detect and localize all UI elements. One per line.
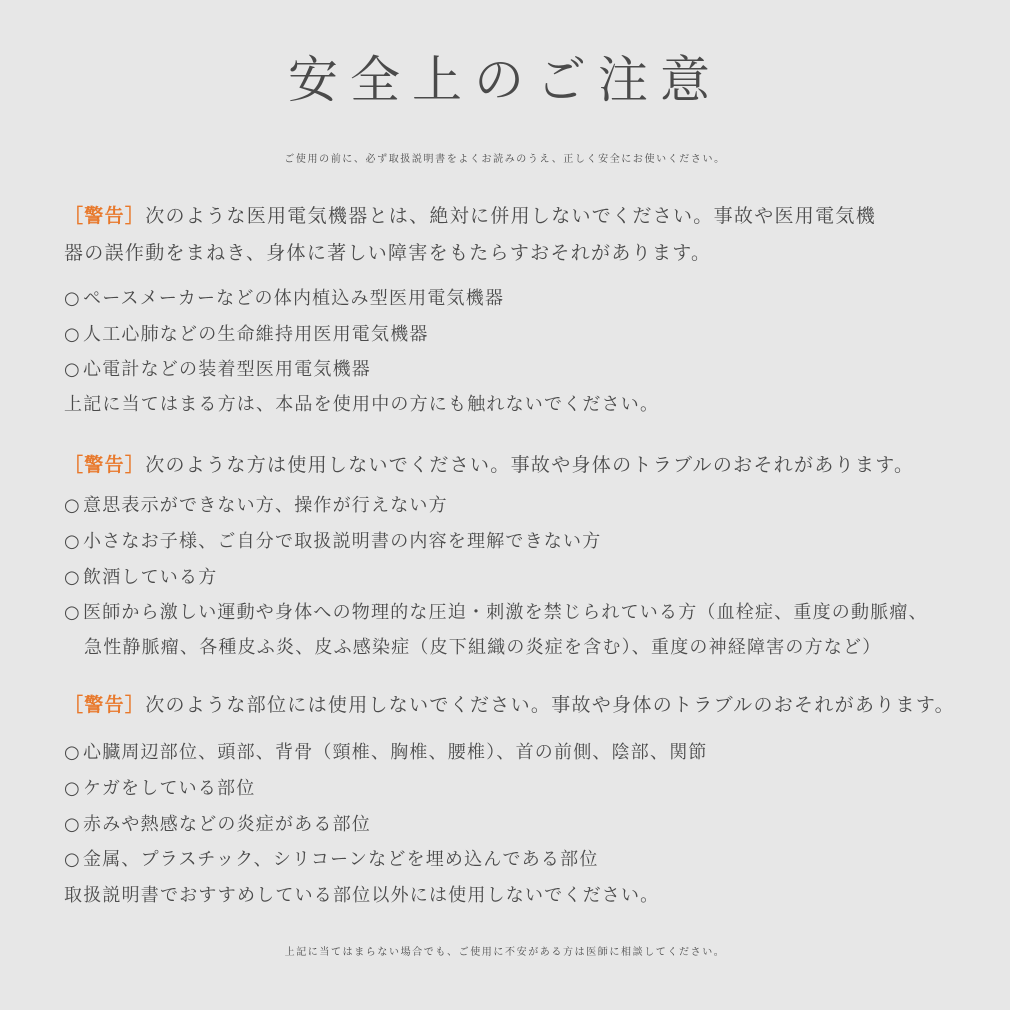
section-1-heading-continued: 器の誤作動をまねき、身体に著しい障害をもたらすおそれがあります。 — [64, 242, 712, 264]
list-item: ○ ペースメーカーなどの体内植込み型医用電気機器 — [64, 286, 504, 312]
warning-tag: ［警告］ — [64, 205, 146, 227]
section-3-heading-line-1: 次のような部位には使用しないでください。事故や身体のトラブルのおそれがあります。 — [145, 694, 955, 716]
bullet-circle: ○ — [64, 495, 81, 516]
section-2-heading — [64, 452, 914, 478]
intro-text: ご使用の前に、必ず取扱説明書をよくお読みのうえ、正しく安全にお使いください。 — [284, 154, 726, 165]
list-item: ○ 赤みや熱感などの炎症がある部位 — [64, 812, 371, 838]
page-title: 安全上のご注意 — [288, 51, 722, 109]
bullet-circle: ○ — [64, 288, 81, 309]
bullet-circle: ○ — [64, 778, 81, 799]
bullet-circle: ○ — [64, 602, 81, 623]
closing-text: 上記に当てはまらない場合でも、ご使用に不安がある方は医師に相談してください。 — [284, 947, 726, 958]
warning-tag: ［警告］ — [64, 694, 146, 716]
section-2-heading-line-1: 次のような方は使用しないでください。事故や身体のトラブルのおそれがあります。 — [145, 454, 915, 476]
list-item: ○ 飲酒している方 — [64, 565, 217, 591]
list-item: ○ ケガをしている部位 — [64, 776, 255, 802]
list-item-continuation: 急性静脈瘤、各種皮ふ炎、皮ふ感染症（皮下組織の炎症を含む）、重度の神経障害の方など） — [84, 637, 882, 658]
section-1-heading — [64, 203, 876, 229]
section-3-note: 取扱説明書でおすすめしている部位以外には使用しないでください。 — [64, 885, 660, 906]
bullet-circle: ○ — [64, 324, 81, 345]
bullet-circle: ○ — [64, 814, 81, 835]
list-item: ○ 人工心肺などの生命維持用医用電気機器 — [64, 322, 429, 348]
warning-tag: ［警告］ — [64, 454, 146, 476]
list-item: ○ 意思表示ができない方、操作が行えない方 — [64, 493, 448, 519]
bullet-circle: ○ — [64, 849, 81, 870]
bullet-circle: ○ — [64, 567, 81, 588]
list-item: ○ 金属、プラスチック、シリコーンなどを埋め込んである部位 — [64, 847, 599, 873]
list-item: ○ 心臓周辺部位、頭部、背骨（頸椎、胸椎、腰椎）、首の前側、陰部、関節 — [64, 740, 708, 766]
bullet-circle: ○ — [64, 359, 81, 380]
section-1-heading-line-1: 次のような医用電気機器とは、絶対に併用しないでください。事故や医用電気機 — [145, 205, 877, 227]
list-item: ○ 小さなお子様、ご自分で取扱説明書の内容を理解できない方 — [64, 529, 601, 555]
list-item: ○ 心電計などの装着型医用電気機器 — [64, 357, 371, 383]
section-3-heading — [64, 692, 955, 718]
bullet-circle: ○ — [64, 742, 81, 763]
bullet-circle: ○ — [64, 531, 81, 552]
list-item: ○ 医師から激しい運動や身体への物理的な圧迫・刺激を禁じられている方（血栓症、重度の動脈瘤、 — [64, 600, 928, 626]
section-1-note: 上記に当てはまる方は、本品を使用中の方にも触れないでください。 — [64, 394, 660, 415]
